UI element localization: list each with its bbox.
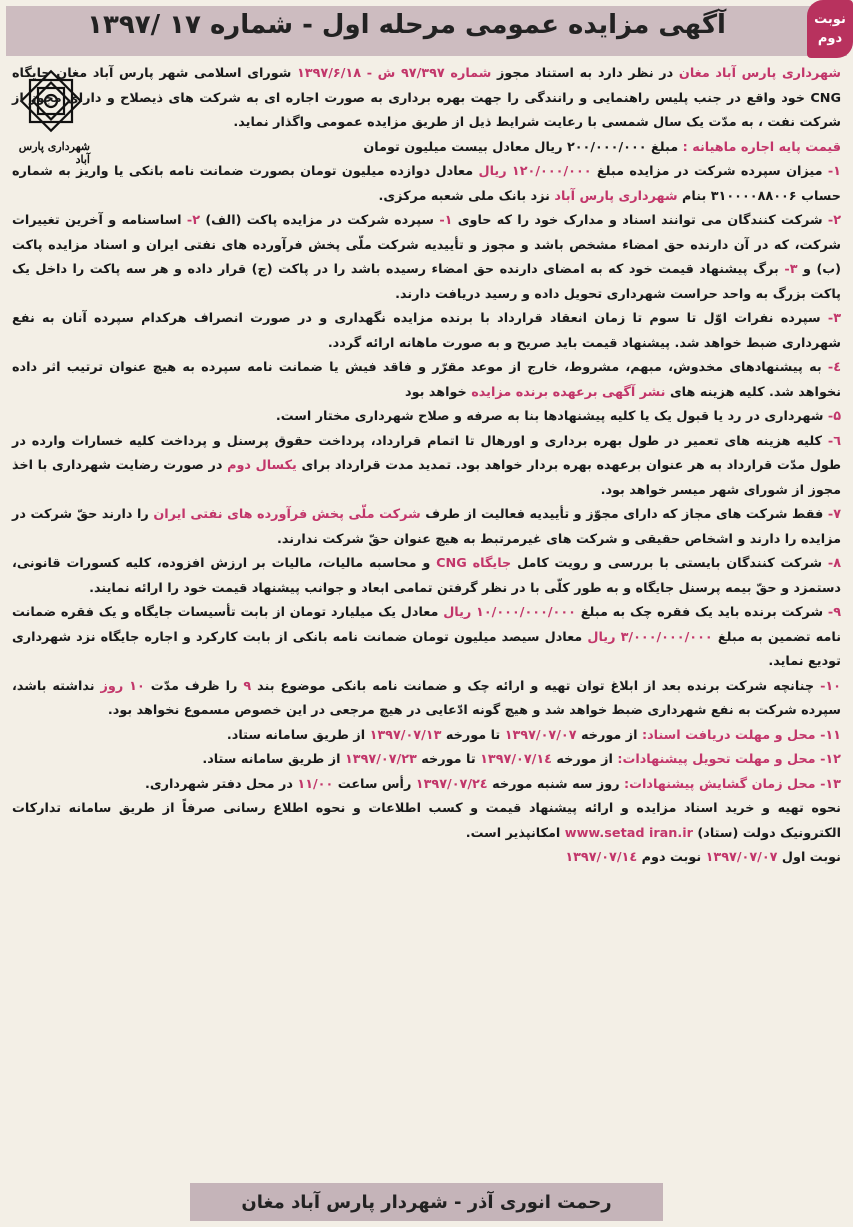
item-text: تا مورخه bbox=[441, 727, 505, 743]
setad-link[interactable]: www.setad iran.ir bbox=[564, 825, 693, 841]
item-text: از طریق سامانه ستاد. bbox=[226, 727, 370, 743]
item-text: شرکت کنندگان می توانند اسناد و مدارک خود را که حاوی bbox=[452, 213, 828, 228]
item-13 bbox=[12, 773, 841, 798]
item-text: را دارند حقّ شرکت در مزایده را دارند و اشخاص حقیقی و شرکت های غیرمرتبط به هیچ عنوان حقّ شرکت ندارند. bbox=[12, 507, 841, 547]
opening-time: ۱۱/۰۰ bbox=[297, 776, 334, 792]
item-number: ۲- bbox=[827, 213, 842, 228]
item-number: ۱۰- bbox=[820, 678, 841, 694]
item-label: محل زمان گشایش پیشنهادات: bbox=[624, 776, 821, 792]
date-to: ۱۳۹۷/۰۷/۲۳ bbox=[344, 752, 417, 767]
item-8 bbox=[12, 552, 841, 601]
item-text: فقط شرکت های مجاز که دارای مجوّز و تأییدیه فعالیت از طرف bbox=[420, 507, 828, 522]
item-highlight: جایگاه CNG bbox=[436, 556, 512, 571]
item-number: ۱- bbox=[827, 164, 841, 179]
round-badge bbox=[807, 0, 853, 58]
item-text: چنانچه شرکت برنده بعد از ابلاغ توان تهیه و ارائه چک و ضمانت نامه بانکی موضوع بند bbox=[251, 678, 821, 694]
item-text: نداشته باشد، سپرده شرکت به نفع شهرداری ضبط خواهد شد و هیچ گونه ادّعایی در هیچ مرجعی در این خصوص مسموع نخواهد بود. bbox=[12, 678, 841, 718]
item-text: معادل یک میلیارد تومان از بابت تأسیسات جایگاه و یک فقره ضمانت نامه تضمین به مبلغ bbox=[12, 605, 842, 645]
item-number: ٤- bbox=[827, 360, 841, 375]
intro-permit: شماره ۹۷/۳۹۷ ش - ۱۳۹۷/۶/۱۸ bbox=[297, 66, 492, 81]
notice-title: آگهی مزایده عمومی مرحله اول - شماره ۱۷ /۱۳۹۷ bbox=[87, 10, 726, 40]
item-label: محل و مهلت تحویل پیشنهادات: bbox=[617, 752, 821, 767]
item-number: ۱۳- bbox=[820, 776, 841, 792]
first-round-date: ۱۳۹۷/۰۷/۰۷ bbox=[705, 850, 778, 865]
item-text: معادل سیصد میلیون تومان ضمانت نامه بانکی از بابت کارکرد و اجاره جایگاه نزد شهرداری تودیع نماید. bbox=[12, 629, 841, 669]
item-number: ۷- bbox=[827, 507, 841, 522]
account-number: ۳۱۰۰۰۰۸۸۰۰۶ bbox=[710, 188, 797, 204]
publication-dates bbox=[12, 846, 841, 871]
item-text: نزد بانک ملی شعبه مرکزی. bbox=[378, 188, 555, 204]
sub-number: ۲- bbox=[186, 213, 200, 228]
signature-banner bbox=[190, 1183, 663, 1221]
sub-number: ۳- bbox=[784, 262, 798, 277]
date-from: ۱۳۹۷/۰۷/۰۷ bbox=[504, 727, 577, 743]
item-text: رأس ساعت bbox=[333, 776, 416, 792]
item-text: به پیشنهادهای مخدوش، مبهم، مشروط، خارج از موعد مقرّر و فاقد فیش یا ضمانت نامه سپرده به هیچ عنوان ترتیب اثر داده نخواهد شد. کلیه هزینه های bbox=[12, 360, 841, 400]
item-number: ۸- bbox=[827, 556, 842, 571]
item-number: ۵- bbox=[827, 409, 841, 424]
item-text: از مورخه bbox=[551, 752, 618, 767]
closing-text: نحوه تهیه و خرید اسناد مزایده و ارائه پیشنهاد قیمت و کسب اطلاعات و نحوه اطلاع رسانی صرفاً از طریق سامانه تدارکات الکترونیک دولت (ستاد) bbox=[12, 801, 841, 841]
item-text: معادل دوازده میلیون تومان بصورت ضمانت نامه بانکی یا واریز به شماره حساب bbox=[12, 164, 841, 204]
item-number: ۳- bbox=[827, 311, 841, 326]
mayor-signature: رحمت انوری آذر - شهردار پارس آباد مغان bbox=[241, 1191, 612, 1213]
base-price-text: مبلغ ۲۰۰/۰۰۰/۰۰۰ ریال معادل بیست میلیون تومان bbox=[363, 139, 683, 155]
item-highlight: نشر آگهی برعهده برنده مزایده bbox=[471, 384, 666, 400]
item-4 bbox=[12, 356, 841, 405]
clause-ref: ۹ bbox=[243, 678, 252, 694]
intro-org: شهرداری پارس آباد مغان bbox=[678, 66, 841, 81]
sub-number: ۱- bbox=[439, 213, 453, 228]
check-amount: ۱۰/۰۰۰/۰۰۰/۰۰۰ ریال bbox=[443, 605, 576, 620]
item-text: روز سه شنبه مورخه bbox=[487, 776, 625, 792]
item-number: ۱۲- bbox=[820, 752, 841, 767]
item-text: برگ پیشنهاد قیمت خود که به امضای دارنده حق امضاء رسیده باشد را در پاکت (ج) قرار داده و هر سه پاکت را داخل یک پاکت بزرگ به واحد حراست شهرداری تحویل داده و رسید دریافت دارند. bbox=[12, 262, 841, 302]
item-text: و محاسبه مالیات، مالیات بر ارزش افزوده، کلیه کسورات قانونی، دستمزد و حقّ بیمه پرسنل جایگاه و به طور کلّی با در نظر گرفتن تمامی ابعاد و جوانب پیشنهاد قیمت خود را ارائه نمایند. bbox=[12, 556, 841, 596]
item-text: بنام bbox=[677, 188, 711, 204]
intro-paragraph bbox=[12, 62, 841, 136]
item-11 bbox=[12, 724, 841, 749]
item-text: تا مورخه bbox=[416, 752, 481, 767]
item-text: در محل دفتر شهرداری. bbox=[145, 776, 298, 792]
item-number: ٦- bbox=[827, 433, 841, 449]
item-number: ۹- bbox=[827, 605, 841, 620]
title-banner bbox=[6, 6, 847, 56]
item-7 bbox=[12, 503, 841, 552]
intro-text-2: شورای اسلامی شهر پارس آباد مغان جایگاه CNG خود واقع در جنب پلیس راهنمایی و رانندگی را جهت بهره برداری به صورت اجاره ای به شرکت های ذیصلاح و دارای مجوز از شرکت نفت ، به مدّت یک سال شمسی با رعایت شرایط ذیل از طریق مزایده عمومی واگذار نماید. bbox=[12, 66, 841, 130]
deadline-days: ۱۰ روز bbox=[100, 678, 145, 694]
item-text: اساسنامه و آخرین تغییرات شرکت، که در آن دارنده حق امضاء مشخص باشد و مجوز و تأییدیه شرکت ملّی پخش فرآورده های نفتی ایران و اسناد مزایده پاکت (ب) و bbox=[12, 213, 842, 277]
second-round-label: نوبت دوم bbox=[637, 850, 706, 865]
base-price bbox=[12, 136, 841, 161]
item-10 bbox=[12, 675, 841, 724]
intro-text-1: در نظر دارد به استناد مجوز bbox=[491, 66, 679, 81]
item-text: شرکت برنده باید یک فقره چک به مبلغ bbox=[576, 605, 828, 620]
deposit-amount: ۱۲۰/۰۰۰/۰۰۰ ریال bbox=[478, 164, 592, 179]
item-org: شهرداری پارس آباد bbox=[554, 188, 678, 204]
date-to: ۱۳۹۷/۰۷/۱۳ bbox=[369, 727, 442, 743]
item-text: شرکت کنندگان بایستی با بررسی و رویت کامل bbox=[511, 556, 828, 571]
emblem-script: شهرداری پارس آباد bbox=[18, 140, 90, 166]
item-text: را ظرف مدّت bbox=[144, 678, 244, 694]
first-round-label: نوبت اول bbox=[777, 850, 841, 865]
item-text: شهرداری در رد یا قبول یک یا کلیه پیشنهادها بنا به صرفه و صلاح شهرداری مختار است. bbox=[275, 409, 828, 424]
round-badge-line1: نوبت bbox=[814, 12, 846, 27]
item-3 bbox=[12, 307, 841, 356]
round-badge-line2: دوم bbox=[817, 31, 843, 46]
item-number: ۱۱- bbox=[820, 727, 841, 743]
item-1 bbox=[12, 160, 841, 209]
item-6 bbox=[12, 430, 841, 504]
item-highlight: شرکت ملّی پخش فرآورده های نفتی ایران bbox=[153, 507, 421, 522]
item-text: خواهد بود bbox=[405, 384, 472, 400]
item-label: محل و مهلت دریافت اسناد: bbox=[641, 727, 821, 743]
item-9 bbox=[12, 601, 841, 675]
item-5 bbox=[12, 405, 841, 430]
closing-paragraph bbox=[12, 797, 841, 846]
base-price-label: قیمت پایه اجاره ماهیانه : bbox=[682, 139, 841, 155]
item-text: کلیه هزینه های تعمیر در طول بهره برداری و اورهال تا اتمام قرارداد، پرداخت حقوق پرسنل و پرداخت کلیه خسارات وارده در طول مدّت قرارداد به هر عنوان برعهده بهره بردار خواهد بود. تمدید مدت قرارداد برای bbox=[12, 433, 841, 473]
item-highlight: یکسال دوم bbox=[227, 458, 297, 473]
item-12 bbox=[12, 748, 841, 773]
item-text: در صورت رضایت شهرداری با اخذ مجوز از شورای شهر میسر خواهد بود. bbox=[12, 458, 841, 498]
date-from: ۱۳۹۷/۰۷/۱٤ bbox=[480, 752, 552, 767]
item-text: سپرده نفرات اوّل تا سوم تا زمان انعقاد قرارداد با برنده مزایده نگهداری و در صورت انصراف هرکدام سپرده آنان به نفع شهرداری ضبط خواهد شد. پیشنهاد قیمت باید صریح و به صورت ماهانه ارائه گردد. bbox=[12, 311, 841, 351]
item-text: سپرده شرکت در مزایده پاکت (الف) bbox=[200, 213, 440, 228]
item-text: از طریق سامانه ستاد. bbox=[202, 752, 345, 767]
second-round-date: ۱۳۹۷/۰۷/۱٤ bbox=[565, 850, 638, 865]
notice-body bbox=[12, 62, 841, 1169]
item-text: از مورخه bbox=[576, 727, 642, 743]
closing-text: امکانپذیر است. bbox=[465, 825, 565, 841]
item-2 bbox=[12, 209, 841, 307]
item-text: میزان سپرده شرکت در مزایده مبلغ bbox=[591, 164, 828, 179]
guarantee-amount: ۳/۰۰۰/۰۰۰/۰۰۰ ریال bbox=[587, 629, 713, 645]
opening-date: ۱۳۹۷/۰۷/۲٤ bbox=[415, 776, 488, 792]
